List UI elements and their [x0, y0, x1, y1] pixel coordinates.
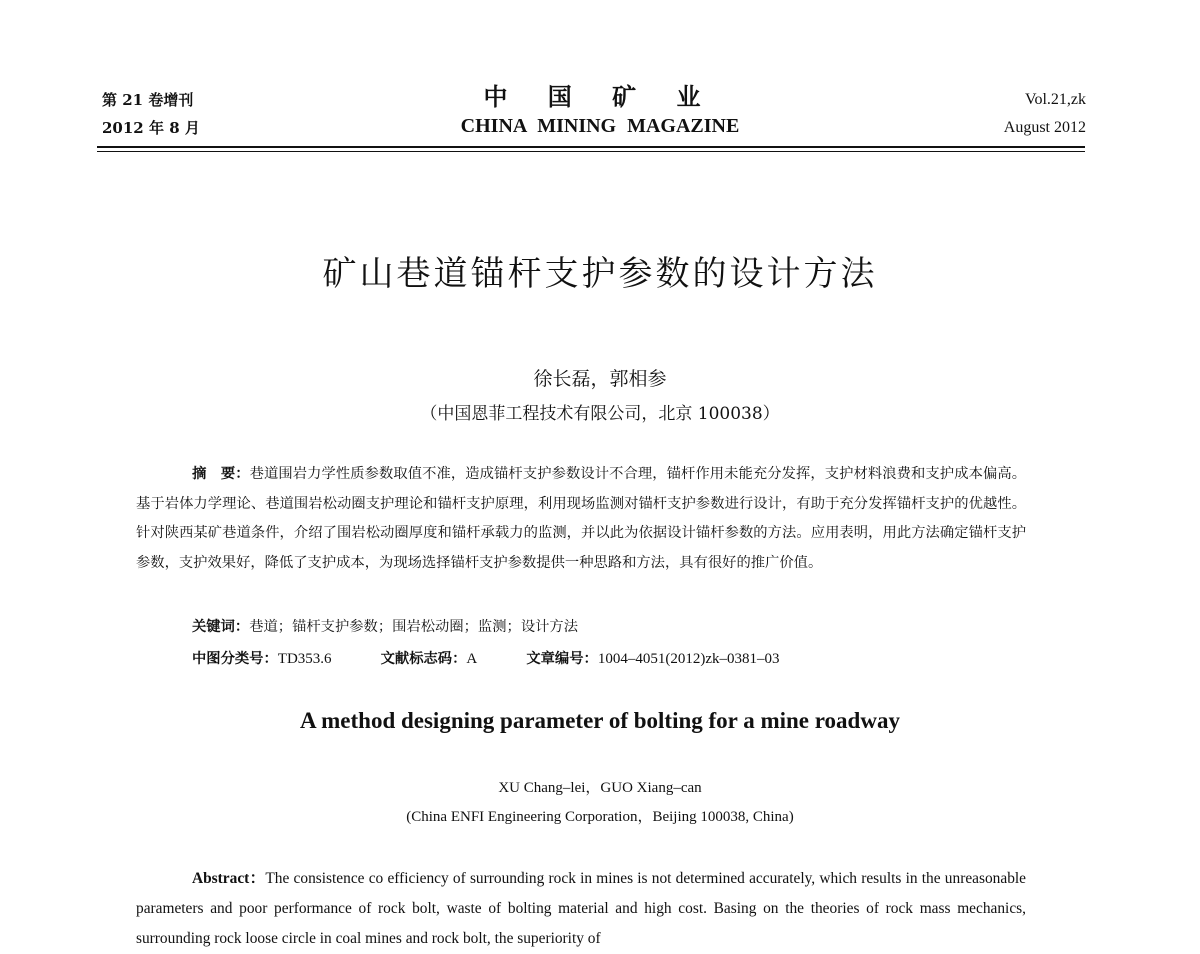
clc-value: TD353.6 — [277, 651, 332, 667]
volume-en: Vol.21,zk — [1024, 91, 1086, 108]
authors-cn: 徐长磊，郭相参 — [533, 368, 667, 390]
clc-label: 中图分类号： — [192, 651, 278, 667]
keywords-cn — [192, 616, 578, 636]
abstract-en — [136, 864, 1026, 954]
journal-name-cn: 中 国 矿 业 — [483, 82, 717, 111]
article-title-cn: 矿山巷道锚杆支护参数的设计方法 — [322, 254, 878, 294]
classification-line — [192, 648, 779, 668]
publication-date-cn: 2012 年 8 月 — [102, 119, 200, 137]
abstract-label-cn: 摘 要： — [192, 466, 250, 482]
article-no-label: 文章编号： — [526, 651, 598, 667]
abstract-text-en: The consistence co efficiency of surrounding rock in mines is not determined accurately, which results in the unreasonable parameters and poor performance of rock bolt, waste of bolting material and high cost. Basing on the theories of rock mass mechanics, surrounding rock loose circle in coal mines and rock bolt, the superiority of — [136, 870, 1026, 947]
abstract-label-en: Abstract： — [192, 870, 266, 887]
publication-date-en: August 2012 — [1003, 119, 1086, 136]
affiliation-en: (China ENFI Engineering Corporation，Beijing 100038, China) — [406, 809, 794, 825]
abstract-cn — [136, 460, 1026, 578]
header-rule-thick — [97, 146, 1085, 148]
journal-masthead — [350, 82, 850, 140]
journal-name-en: CHINA MINING MAGAZINE — [460, 115, 740, 137]
header-rule-thin — [97, 151, 1085, 152]
article-no-value: 1004–4051(2012)zk–0381–03 — [597, 651, 780, 667]
authors-en: XU Chang–lei，GUO Xiang–can — [498, 780, 702, 796]
header-left — [102, 86, 200, 142]
article-title-en: A method designing parameter of bolting for a mine roadway — [300, 708, 900, 733]
volume-issue: 第 21 卷增刊 — [102, 91, 194, 109]
keywords-label-cn: 关键词： — [192, 619, 250, 635]
keywords-text-cn: 巷道；锚杆支护参数；围岩松动圈；监测；设计方法 — [249, 619, 579, 635]
doc-code-label: 文献标志码： — [380, 651, 467, 667]
header-right — [1004, 86, 1086, 142]
affiliation-cn: （中国恩菲工程技术有限公司，北京 100038） — [420, 404, 780, 424]
doc-code-value: A — [466, 651, 478, 667]
abstract-text-cn: 巷道围岩力学性质参数取值不准，造成锚杆支护参数设计不合理，锚杆作用未能充分发挥，支护材料浪费和支护成本偏高。基于岩体力学理论、巷道围岩松动圈支护理论和锚杆支护原理，利用现场监测对锚杆支护参数进行设计，有助于充分发挥锚杆支护的优越性。针对陕西某矿巷道条件，介绍了围岩松动圈厚度和锚杆承载力的监测，并以此为依据设计锚杆参数的方法。应用表明，用此方法确定锚杆支护参数，支护效果好，降低了支护成本，为现场选择锚杆支护参数提供一种思路和方法，具有很好的推广价值。 — [136, 466, 1027, 571]
